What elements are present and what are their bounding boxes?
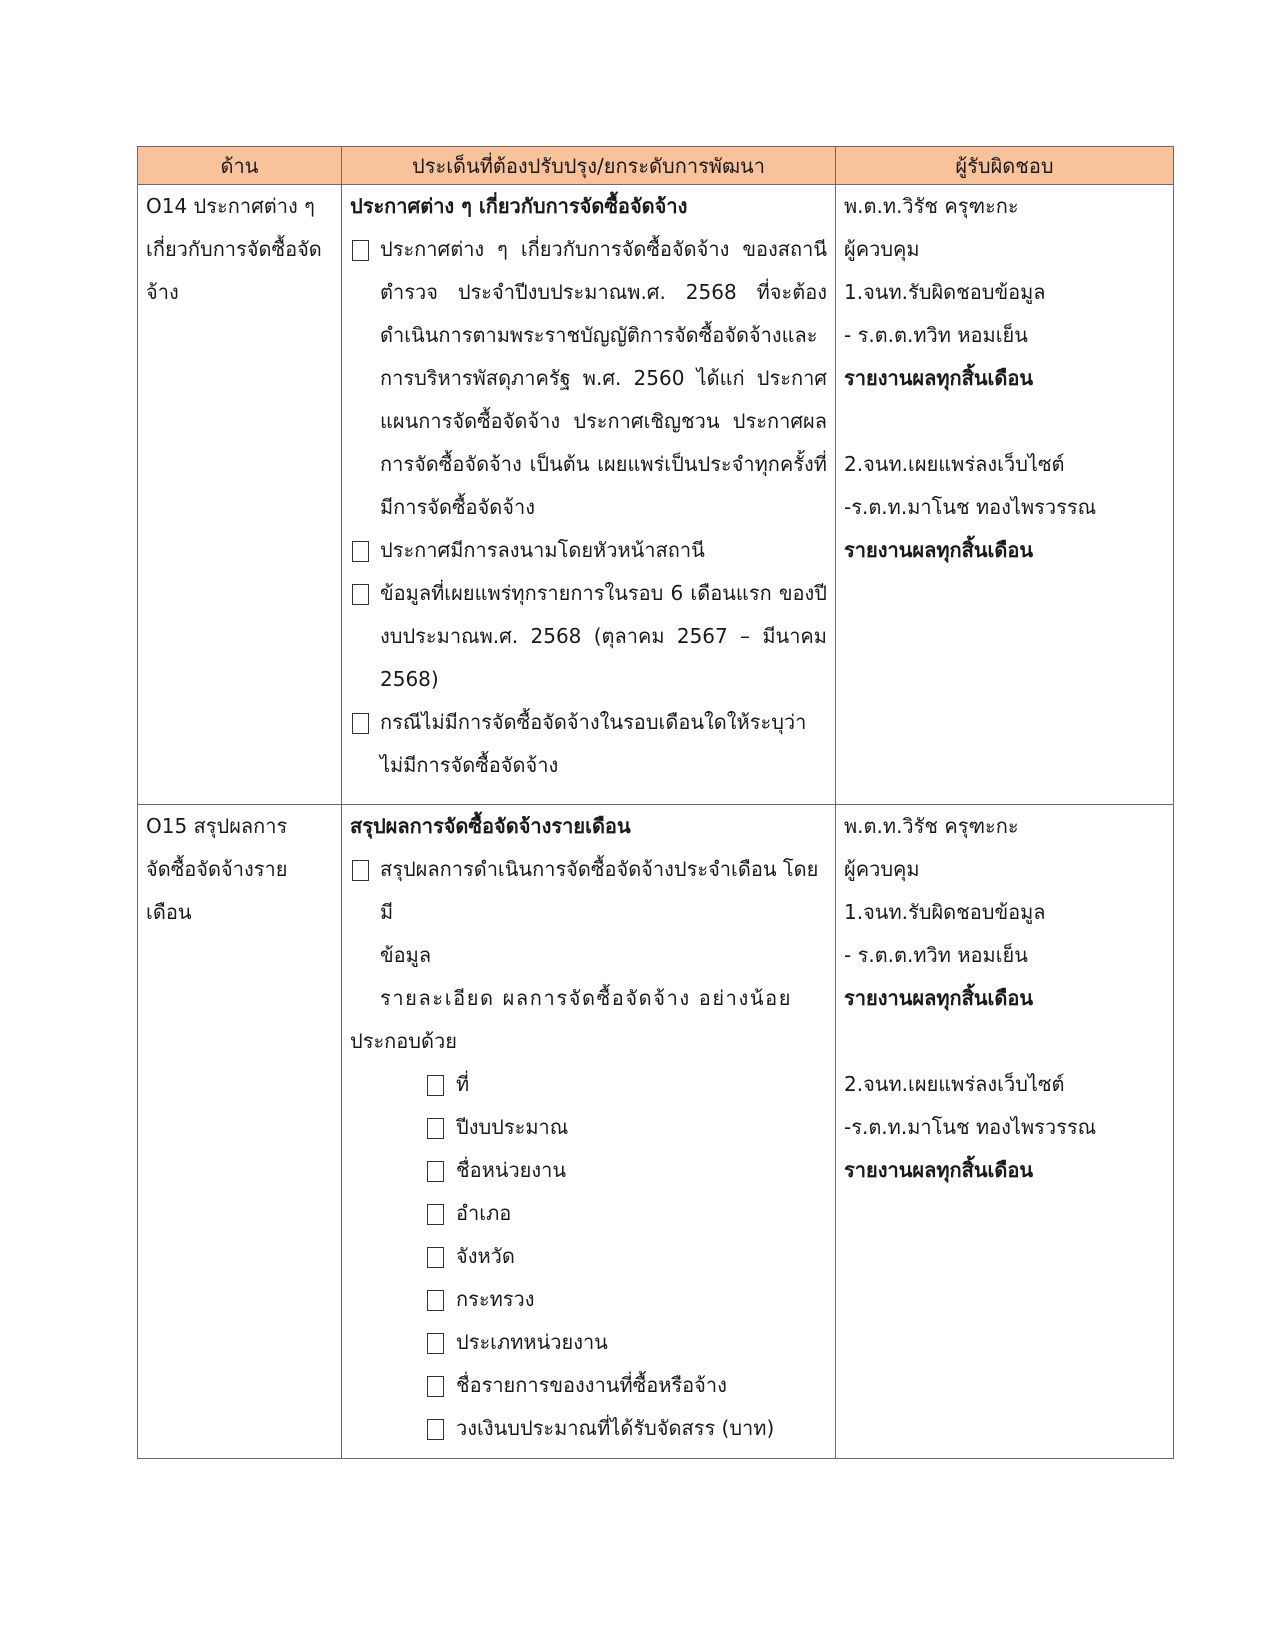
side-text: O14 ประกาศต่าง ๆ <box>146 194 315 218</box>
checklist-text: สรุปผลการดำเนินการจัดซื้อจัดจ้างประจำเดือน โดยมี <box>380 857 819 924</box>
issue-cell <box>342 185 836 805</box>
sub-checklist-text: ปีงบประมาณ <box>456 1115 569 1139</box>
duty-label: 2.จนท.เผยแพร่ลงเว็บไซต์ <box>844 1072 1065 1096</box>
sub-checklist-item <box>350 1106 827 1149</box>
header-issue: ประเด็นที่ต้องปรับปรุง/ยกระดับการพัฒนา <box>342 147 836 185</box>
sub-checklist-item <box>350 1321 827 1364</box>
checklist-item <box>350 848 827 977</box>
sub-checklist-item <box>350 1407 827 1450</box>
sub-checklist-item <box>350 1364 827 1407</box>
sub-checklist-item <box>350 1278 827 1321</box>
sub-checklist-text: อำเภอ <box>456 1201 512 1225</box>
sub-checklist-text: ประเภทหน่วยงาน <box>456 1330 608 1354</box>
side-cell <box>138 805 342 1459</box>
sub-checklist-text: จังหวัด <box>456 1244 515 1268</box>
side-text: จัดซื้อจัดจ้างราย <box>146 857 288 881</box>
duty-label: 1.จนท.รับผิดชอบข้อมูล <box>844 900 1046 924</box>
responsible-name: พ.ต.ท.วิรัช ครุฑะกะ <box>844 194 1019 218</box>
side-text: เดือน <box>146 900 192 924</box>
checkbox-icon[interactable] <box>427 1419 444 1440</box>
checkbox-icon[interactable] <box>427 1290 444 1311</box>
issue-cell <box>342 805 836 1459</box>
duty-person: - ร.ต.ต.ทวิท หอมเย็น <box>844 943 1028 967</box>
sub-checklist-text: กระทรวง <box>456 1287 535 1311</box>
checkbox-icon[interactable] <box>352 541 369 562</box>
checkbox-icon[interactable] <box>427 1247 444 1268</box>
issue-title: ประกาศต่าง ๆ เกี่ยวกับการจัดซื้อจัดจ้าง <box>350 194 688 218</box>
responsible-name: พ.ต.ท.วิรัช ครุฑะกะ <box>844 814 1019 838</box>
checklist-text: ประกาศมีการลงนามโดยหัวหน้าสถานี <box>380 538 705 562</box>
checklist-item <box>350 529 827 572</box>
checklist-item <box>350 572 827 701</box>
checkbox-icon[interactable] <box>352 713 369 734</box>
sub-checklist-text: ชื่อรายการของงานที่ซื้อหรือจ้าง <box>456 1373 727 1397</box>
header-side: ด้าน <box>138 147 342 185</box>
checklist-text: ข้อมูลที่เผยแพร่ทุกรายการในรอบ 6 เดือนแรก ของปีงบประมาณพ.ศ. 2568 (ตุลาคม 2567 – มีนาคม 2568) <box>380 581 827 691</box>
report-note: รายงานผลทุกสิ้นเดือน <box>844 1158 1034 1182</box>
checkbox-icon[interactable] <box>352 860 369 881</box>
spacer <box>844 1020 1165 1063</box>
improvement-plan-table <box>137 146 1174 1459</box>
sub-checklist-text: วงเงินบประมาณที่ได้รับจัดสรร (บาท) <box>456 1416 775 1440</box>
checklist-text: ข้อมูล <box>380 943 432 967</box>
detail-text: รายละเอียด ผลการจัดซื้อจัดจ้าง อย่างน้อย <box>380 986 793 1010</box>
report-note: รายงานผลทุกสิ้นเดือน <box>844 538 1034 562</box>
duty-person: -ร.ต.ท.มาโนช ทองไพรวรรณ <box>844 1115 1097 1139</box>
sub-checklist-item <box>350 1149 827 1192</box>
sub-checklist-item <box>350 1235 827 1278</box>
responsible-role: ผู้ควบคุม <box>844 237 920 261</box>
sub-checklist-text: ชื่อหน่วยงาน <box>456 1158 567 1182</box>
issue-title: สรุปผลการจัดซื้อจัดจ้างรายเดือน <box>350 814 631 838</box>
duty-label: 1.จนท.รับผิดชอบข้อมูล <box>844 280 1046 304</box>
duty-label: 2.จนท.เผยแพร่ลงเว็บไซต์ <box>844 452 1065 476</box>
report-note: รายงานผลทุกสิ้นเดือน <box>844 366 1034 390</box>
checkbox-icon[interactable] <box>427 1333 444 1354</box>
checklist-text: กรณีไม่มีการจัดซื้อจัดจ้างในรอบเดือนใดให้ระบุว่าไม่มีการจัดซื้อจัดจ้าง <box>380 710 807 777</box>
checkbox-icon[interactable] <box>427 1376 444 1397</box>
side-cell <box>138 185 342 805</box>
duty-person: - ร.ต.ต.ทวิท หอมเย็น <box>844 323 1028 347</box>
checkbox-icon[interactable] <box>427 1075 444 1096</box>
detail-text: ประกอบด้วย <box>350 1029 457 1053</box>
report-note: รายงานผลทุกสิ้นเดือน <box>844 986 1034 1010</box>
sub-checklist-item <box>350 1192 827 1235</box>
table-row <box>138 185 1174 805</box>
responsible-cell <box>836 185 1174 805</box>
checkbox-icon[interactable] <box>427 1161 444 1182</box>
sub-checklist-item <box>350 1063 827 1106</box>
table-row <box>138 805 1174 1459</box>
checklist-item <box>350 228 827 529</box>
header-responsible: ผู้รับผิดชอบ <box>836 147 1174 185</box>
duty-person: -ร.ต.ท.มาโนช ทองไพรวรรณ <box>844 495 1097 519</box>
responsible-role: ผู้ควบคุม <box>844 857 920 881</box>
side-text: เกี่ยวกับการจัดซื้อจัด <box>146 237 322 261</box>
checklist-text: ประกาศต่าง ๆ เกี่ยวกับการจัดซื้อจัดจ้าง ของสถานีตำรวจ ประจำปีงบประมาณพ.ศ. 2568 ที่จะต้องดำเนินการตามพระราชบัญญัติการจัดซื้อจัดจ้างและการบริหารพัสดุภาครัฐ พ.ศ. 2560 ได้แก่ ประกาศแผนการจัดซื้อจัดจ้าง ประกาศเชิญชวน ประกาศผล การจัดซื้อจัดจ้าง เป็นต้น เผยแพร่เป็นประจำทุกครั้งที่มีการจัดซื้อจัดจ้าง <box>380 237 827 519</box>
checklist-item <box>350 701 827 787</box>
side-text: จ้าง <box>146 280 179 304</box>
table-header-row <box>138 147 1174 185</box>
checkbox-icon[interactable] <box>427 1118 444 1139</box>
sub-checklist-text: ที่ <box>456 1072 470 1096</box>
checkbox-icon[interactable] <box>352 584 369 605</box>
side-text: O15 สรุปผลการ <box>146 814 288 838</box>
responsible-cell <box>836 805 1174 1459</box>
spacer <box>844 400 1165 443</box>
checkbox-icon[interactable] <box>352 240 369 261</box>
checkbox-icon[interactable] <box>427 1204 444 1225</box>
